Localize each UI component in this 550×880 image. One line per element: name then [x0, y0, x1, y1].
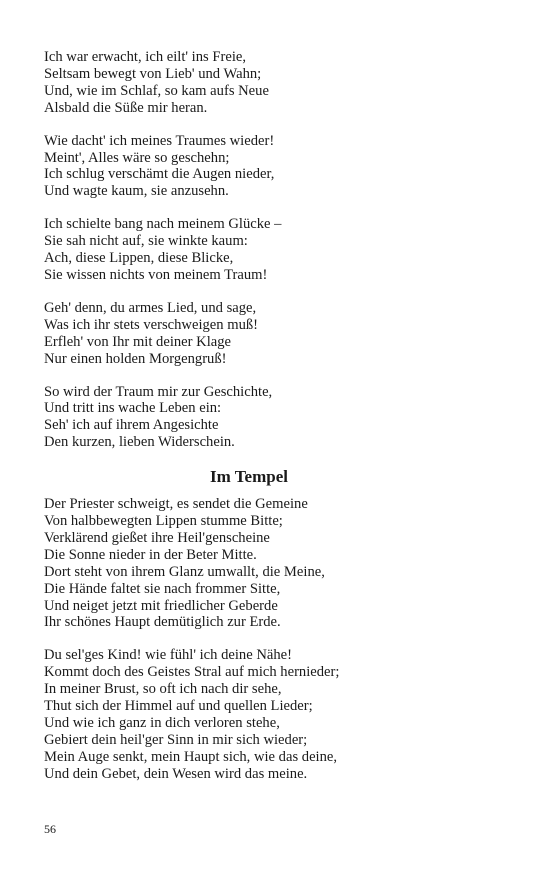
verse-line: Kommt doch des Geistes Stral auf mich hernieder; [44, 664, 340, 681]
verse-line: Ihr schönes Haupt demütiglich zur Erde. [44, 614, 281, 631]
verse-line: Nur einen holden Morgengruß! [44, 350, 227, 367]
verse-line: Und neiget jetzt mit friedlicher Geberde [44, 597, 278, 614]
verse-line: So wird der Traum mir zur Geschichte, [44, 383, 273, 400]
verse-line: Seltsam bewegt von Lieb' und Wahn; [44, 65, 262, 82]
verse-line: Geh' denn, du armes Lied, und sage, [44, 299, 257, 316]
stanza [44, 216, 514, 284]
stanza [44, 384, 514, 452]
verse-line: Und dein Gebet, dein Wesen wird das meine. [44, 765, 308, 782]
verse-line: Die Sonne nieder in der Beter Mitte. [44, 546, 257, 563]
verse-line: Und wie ich ganz in dich verloren stehe, [44, 715, 280, 731]
poem-im-tempel [44, 496, 514, 783]
verse-line: Alsbald die Süße mir heran. [44, 99, 208, 116]
verse-line: Der Priester schweigt, es sendet die Gemeine [44, 496, 308, 513]
stanza [44, 300, 514, 368]
verse-line: Thut sich der Himmel auf und quellen Lieder; [44, 698, 313, 715]
verse-line: Von halbbewegten Lippen stumme Bitte; [44, 513, 283, 530]
verse-line: In meiner Brust, so oft ich nach dir sehe, [44, 681, 282, 698]
poem-title: Im Tempel [210, 467, 288, 487]
verse-line: Ich schielte bang nach meinem Glücke – [44, 216, 282, 233]
verse-line: Erfleh' von Ihr mit deiner Klage [44, 333, 232, 350]
verse-line: Mein Auge senkt, mein Haupt sich, wie das deine, [44, 748, 338, 765]
stanza [44, 496, 514, 631]
stanza [44, 647, 514, 782]
verse-line: Den kurzen, lieben Widerschein. [44, 434, 235, 451]
stanza [44, 49, 514, 117]
verse-line: Meint', Alles wäre so geschehn; [44, 149, 230, 166]
verse-line: Sie sah nicht auf, sie winkte kaum: [44, 233, 248, 250]
poem-continued [44, 49, 514, 451]
verse-line: Sie wissen nichts von meinem Traum! [44, 266, 268, 283]
verse-line: Seh' ich auf ihrem Angesichte [44, 417, 219, 434]
verse-line: Ich schlug verschämt die Augen nieder, [44, 166, 275, 183]
verse-line: Ach, diese Lippen, diese Blicke, [44, 250, 234, 267]
page-number: 56 [44, 822, 56, 836]
verse-line: Dort steht von ihrem Glanz umwallt, die Meine, [44, 563, 325, 580]
verse-line: Verklärend gießet ihre Heil'genscheine [44, 529, 270, 546]
verse-line: Und, wie im Schlaf, so kam aufs Neue [44, 82, 269, 99]
verse-line: Du sel'ges Kind! wie fühl' ich deine Nähe! [44, 647, 293, 664]
verse-line: Was ich ihr stets verschweigen muß! [44, 316, 259, 333]
verse-line: Und tritt ins wache Leben ein: [44, 400, 222, 417]
verse-line: Und wagte kaum, sie anzusehn. [44, 183, 229, 200]
stanza [44, 133, 514, 201]
verse-line: Gebiert dein heil'ger Sinn in mir sich wieder; [44, 731, 308, 748]
verse-line: Ich war erwacht, ich eilt' ins Freie, [44, 49, 246, 65]
verse-line: Wie dacht' ich meines Traumes wieder! [44, 132, 275, 149]
verse-line: Die Hände faltet sie nach frommer Sitte, [44, 580, 281, 597]
page-body [44, 49, 514, 783]
